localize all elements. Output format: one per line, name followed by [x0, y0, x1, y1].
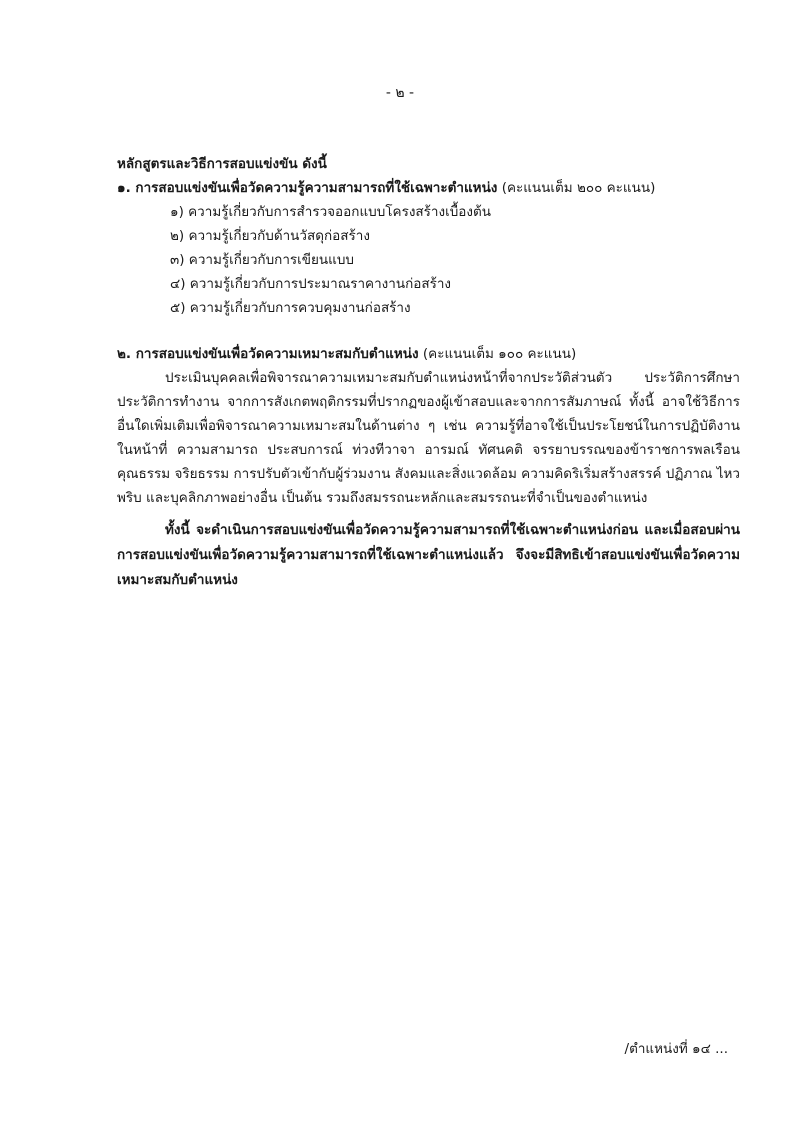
continuation-reference: /ตำแหน่งที่ ๑๔ ...: [624, 1041, 728, 1057]
page-number: - ๒ -: [385, 85, 415, 101]
section-1-topic-list: [117, 200, 740, 320]
section-1-score: (คะแนนเต็ม ๒๐๐ คะแนน): [501, 180, 656, 196]
section-2-title: ๒. การสอบแข่งขันเพื่อวัดความเหมาะสมกับตำแหน่ง: [117, 346, 419, 362]
intro-heading: หลักสูตรและวิธีการสอบแข่งขัน ดังนี้: [117, 156, 327, 172]
section-2-paragraph: ประเมินบุคคลเพื่อพิจารณาความเหมาะสมกับตำแหน่งหน้าที่จากประวัติส่วนตัว ประวัติการศึกษา ประวัติการทำงาน จากการสังเกตพฤติกรรมที่ปรากฏของผู้เข้าสอบและจากการสัมภาษณ์ ทั้งนี้ อาจใช้วิธีการอื่นใดเพิ่มเติมเพื่อพิจารณาความเหมาะสมในด้านต่าง ๆ เช่น ความรู้ที่อาจใช้เป็นประโยชน์ในการปฏิบัติงานในหน้าที่ ความสามารถ ประสบการณ์ ท่วงทีวาจา อารมณ์ ทัศนคติ จรรยาบรรณของข้าราชการพลเรือน คุณธรรม จริยธรรม การปรับตัวเข้ากับผู้ร่วมงาน สังคมและสิ่งแวดล้อม ความคิดริเริ่มสร้างสรรค์ ปฏิภาณ ไหวพริบ และบุคลิกภาพอย่างอื่น เป็นต้น รวมถึงสมรรถนะหลักและสมรรถนะที่จำเป็นของตำแหน่ง: [117, 370, 740, 506]
list-item: ๕) ความรู้เกี่ยวกับการควบคุมงานก่อสร้าง: [170, 300, 411, 316]
list-item: ๔) ความรู้เกี่ยวกับการประมาณราคางานก่อสร้าง: [170, 276, 452, 292]
section-spacer: [117, 320, 740, 342]
document-body: [117, 152, 740, 593]
section-1-heading: [117, 176, 740, 200]
section-2-heading: [117, 342, 740, 366]
list-item: ๒) ความรู้เกี่ยวกับด้านวัสดุก่อสร้าง: [170, 228, 370, 244]
list-item: ๑) ความรู้เกี่ยวกับการสำรวจออกแบบโครงสร้างเบื้องต้น: [170, 204, 491, 220]
closing-paragraph: ทั้งนี้ จะดำเนินการสอบแข่งขันเพื่อวัดความรู้ความสามารถที่ใช้เฉพาะตำแหน่งก่อน และเมื่อสอบผ่านการสอบแข่งขันเพื่อวัดความรู้ความสามารถที่ใช้เฉพาะตำแหน่งแล้ว จึงจะมีสิทธิเข้าสอบแข่งขันเพื่อวัดความเหมาะสมกับตำแหน่ง: [117, 522, 740, 588]
section-2-score: (คะแนนเต็ม ๑๐๐ คะแนน): [422, 346, 577, 362]
section-1-title: ๑. การสอบแข่งขันเพื่อวัดความรู้ความสามารถที่ใช้เฉพาะตำแหน่ง: [117, 180, 498, 196]
list-item: ๓) ความรู้เกี่ยวกับการเขียนแบบ: [170, 252, 354, 268]
